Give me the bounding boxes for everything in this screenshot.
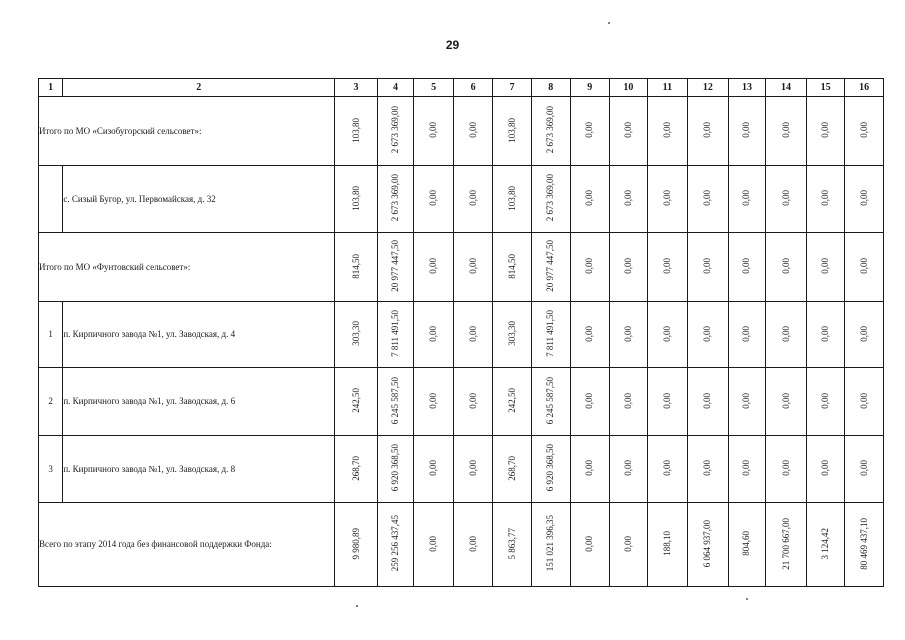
value-text: 0,00 (858, 325, 869, 342)
value-cell (570, 436, 610, 503)
value-text: 0,00 (741, 258, 752, 274)
value-cell (610, 97, 648, 166)
value-text: 814,50 (350, 253, 361, 279)
value-text: 259 256 437,45 (390, 515, 401, 572)
row-label: Итого по МО «Фунтовский сельсовет»: (39, 233, 335, 302)
row-number (39, 166, 63, 233)
value-cell (728, 233, 766, 302)
header-row (39, 79, 884, 97)
value-text: 0,00 (622, 535, 633, 552)
value-cell (414, 166, 454, 233)
value-text: 0,00 (622, 460, 633, 476)
value-text: 188,10 (661, 531, 672, 556)
value-text: 151 021 396,35 (545, 515, 556, 572)
header-cell: 16 (845, 79, 884, 97)
value-text: 0,00 (780, 190, 791, 206)
value-text: 0,00 (820, 460, 831, 476)
value-text: 20 977 447,50 (390, 240, 401, 292)
value-cell (728, 97, 766, 166)
header-cell: 2 (63, 79, 335, 97)
value-cell (453, 503, 493, 587)
value-cell (453, 302, 493, 368)
row-address: п. Кирпичного завода №1, ул. Заводская, д. 6 (63, 368, 335, 436)
value-cell (610, 166, 648, 233)
value-cell (688, 166, 729, 233)
value-cell (647, 302, 688, 368)
value-text: 0,00 (820, 392, 831, 409)
row-number: 2 (39, 368, 63, 436)
value-text: 0,00 (584, 190, 595, 206)
value-text: 20 977 447,50 (545, 240, 556, 292)
value-text: 0,00 (467, 535, 478, 552)
value-text: 7 811 491,50 (545, 310, 556, 357)
value-text: 0,00 (858, 122, 869, 138)
value-cell (493, 368, 532, 436)
value-text: 0,00 (428, 535, 439, 552)
value-cell (335, 436, 378, 503)
value-text: 0,00 (741, 122, 752, 138)
value-cell (688, 233, 729, 302)
value-text: 0,00 (780, 122, 791, 138)
value-text: 0,00 (702, 258, 713, 274)
value-cell (647, 166, 688, 233)
value-text: 0,00 (661, 325, 672, 342)
header-cell: 10 (610, 79, 648, 97)
value-text: 6 245 587,50 (545, 376, 556, 425)
value-cell (610, 503, 648, 587)
value-cell (806, 368, 845, 436)
value-text: 0,00 (661, 460, 672, 476)
value-text: 242,50 (350, 388, 361, 413)
value-text: 0,00 (780, 258, 791, 274)
item-row (39, 166, 884, 233)
value-text: 0,00 (820, 190, 831, 206)
header-cell: 5 (414, 79, 454, 97)
value-cell (728, 302, 766, 368)
value-cell (688, 97, 729, 166)
value-text: 0,00 (820, 325, 831, 342)
row-address: п. Кирпичного завода №1, ул. Заводская, д. 4 (63, 302, 335, 368)
item-row (39, 368, 884, 436)
value-text: 0,00 (661, 392, 672, 409)
value-text: 0,00 (428, 460, 439, 476)
total-row (39, 233, 884, 302)
value-cell (414, 368, 454, 436)
value-text: 0,00 (780, 325, 791, 342)
value-text: 242,50 (506, 388, 517, 413)
value-cell (335, 97, 378, 166)
value-text: 103,80 (506, 185, 517, 211)
total-row (39, 97, 884, 166)
value-cell (377, 503, 414, 587)
value-cell (531, 97, 570, 166)
header-cell: 7 (493, 79, 532, 97)
value-text: 6 920 368,50 (545, 444, 556, 492)
value-text: 804,60 (741, 531, 752, 556)
value-cell (806, 233, 845, 302)
value-cell (377, 368, 414, 436)
header-cell: 14 (766, 79, 807, 97)
value-cell (377, 302, 414, 368)
data-table (38, 78, 884, 587)
header-cell: 9 (570, 79, 610, 97)
value-cell (531, 233, 570, 302)
value-cell (570, 233, 610, 302)
value-cell (414, 302, 454, 368)
value-text: 0,00 (741, 460, 752, 476)
value-cell (806, 302, 845, 368)
value-cell (531, 503, 570, 587)
value-text: 2 673 369,00 (545, 106, 556, 154)
value-cell (766, 166, 807, 233)
value-cell (806, 503, 845, 587)
value-text: 814,50 (506, 253, 517, 279)
value-cell (806, 436, 845, 503)
scan-speck (746, 598, 748, 600)
value-cell (493, 233, 532, 302)
header-cell: 3 (335, 79, 378, 97)
value-cell (845, 166, 884, 233)
value-text: 0,00 (622, 122, 633, 138)
value-cell (377, 436, 414, 503)
value-cell (414, 436, 454, 503)
value-cell (766, 503, 807, 587)
value-cell (647, 503, 688, 587)
value-text: 103,80 (350, 185, 361, 211)
value-text: 0,00 (467, 190, 478, 206)
value-cell (845, 233, 884, 302)
scan-speck (356, 605, 358, 607)
value-text: 0,00 (584, 258, 595, 274)
value-cell (453, 436, 493, 503)
value-text: 0,00 (467, 122, 478, 138)
value-cell (493, 97, 532, 166)
value-cell (414, 503, 454, 587)
header-cell: 6 (453, 79, 493, 97)
value-text: 0,00 (780, 460, 791, 476)
value-cell (845, 97, 884, 166)
value-cell (806, 166, 845, 233)
value-cell (766, 302, 807, 368)
value-cell (531, 368, 570, 436)
row-address: п. Кирпичного завода №1, ул. Заводская, д. 8 (63, 436, 335, 503)
value-text: 80 469 437,10 (858, 517, 869, 570)
value-text: 0,00 (858, 392, 869, 409)
value-cell (335, 302, 378, 368)
value-cell (570, 302, 610, 368)
value-text: 0,00 (428, 258, 439, 274)
item-row (39, 302, 884, 368)
value-text: 6 245 587,50 (390, 376, 401, 425)
value-text: 303,30 (506, 321, 517, 346)
value-cell (688, 302, 729, 368)
value-cell (728, 436, 766, 503)
value-text: 0,00 (858, 460, 869, 476)
value-cell (377, 166, 414, 233)
value-cell (493, 166, 532, 233)
value-cell (377, 233, 414, 302)
value-text: 103,80 (506, 117, 517, 143)
value-text: 0,00 (858, 258, 869, 274)
value-text: 303,30 (350, 321, 361, 346)
value-text: 0,00 (467, 258, 478, 274)
value-text: 0,00 (741, 190, 752, 206)
header-cell: 12 (688, 79, 729, 97)
value-text: 0,00 (661, 190, 672, 206)
value-text: 0,00 (467, 325, 478, 342)
value-text: 0,00 (428, 392, 439, 409)
value-cell (647, 436, 688, 503)
value-text: 0,00 (584, 122, 595, 138)
value-cell (335, 166, 378, 233)
value-cell (766, 368, 807, 436)
value-cell (610, 368, 648, 436)
value-cell (453, 233, 493, 302)
value-text: 9 980,89 (350, 527, 361, 560)
value-cell (766, 233, 807, 302)
value-text: 0,00 (622, 392, 633, 409)
value-text: 0,00 (780, 392, 791, 409)
row-label: Итого по МО «Сизобугорский сельсовет»: (39, 97, 335, 166)
total-row (39, 503, 884, 587)
value-cell (335, 368, 378, 436)
row-address: с. Сизый Бугор, ул. Первомайская, д. 32 (63, 166, 335, 233)
value-cell (335, 503, 378, 587)
value-text: 268,70 (506, 455, 517, 481)
value-text: 0,00 (661, 122, 672, 138)
value-text: 2 673 369,00 (390, 106, 401, 154)
value-text: 0,00 (467, 460, 478, 476)
value-cell (610, 436, 648, 503)
value-cell (570, 503, 610, 587)
page-number: 29 (445, 38, 460, 52)
value-text: 0,00 (741, 392, 752, 409)
value-text: 0,00 (428, 325, 439, 342)
value-cell (570, 166, 610, 233)
value-text: 103,80 (350, 117, 361, 143)
value-text: 268,70 (350, 455, 361, 481)
value-cell (688, 436, 729, 503)
value-cell (453, 166, 493, 233)
value-cell (845, 302, 884, 368)
value-text: 0,00 (702, 392, 713, 409)
value-cell (453, 97, 493, 166)
value-cell (531, 302, 570, 368)
value-text: 0,00 (702, 190, 713, 206)
value-text: 0,00 (428, 190, 439, 206)
value-text: 0,00 (584, 535, 595, 552)
value-cell (570, 368, 610, 436)
value-cell (845, 503, 884, 587)
value-cell (493, 302, 532, 368)
value-cell (845, 368, 884, 436)
value-text: 6 064 937,00 (702, 519, 713, 568)
header-cell: 13 (728, 79, 766, 97)
value-text: 0,00 (820, 122, 831, 138)
value-cell (766, 97, 807, 166)
value-cell (647, 368, 688, 436)
value-cell (728, 368, 766, 436)
value-cell (647, 97, 688, 166)
value-cell (414, 97, 454, 166)
value-text: 5 863,77 (506, 527, 517, 560)
value-cell (453, 368, 493, 436)
value-cell (728, 503, 766, 587)
value-text: 0,00 (622, 190, 633, 206)
value-text: 3 124,42 (820, 527, 831, 560)
header-cell: 1 (39, 79, 63, 97)
value-text: 0,00 (584, 325, 595, 342)
value-text: 0,00 (702, 325, 713, 342)
value-text: 21 700 667,00 (780, 517, 791, 570)
value-text: 0,00 (622, 258, 633, 274)
value-cell (766, 436, 807, 503)
value-text: 0,00 (858, 190, 869, 206)
item-row (39, 436, 884, 503)
scan-speck (608, 22, 610, 24)
value-text: 7 811 491,50 (390, 310, 401, 357)
value-cell (493, 503, 532, 587)
value-cell (531, 436, 570, 503)
header-cell: 11 (647, 79, 688, 97)
value-text: 0,00 (661, 258, 672, 274)
value-cell (647, 233, 688, 302)
value-cell (610, 233, 648, 302)
value-cell (688, 368, 729, 436)
value-text: 0,00 (820, 258, 831, 274)
value-text: 0,00 (741, 325, 752, 342)
value-text: 0,00 (702, 460, 713, 476)
header-cell: 4 (377, 79, 414, 97)
value-cell (377, 97, 414, 166)
value-cell (570, 97, 610, 166)
value-text: 6 920 368,50 (390, 444, 401, 492)
row-number: 1 (39, 302, 63, 368)
value-text: 0,00 (584, 460, 595, 476)
row-number: 3 (39, 436, 63, 503)
row-label: Всего по этапу 2014 года без финансовой поддержки Фонда: (39, 503, 335, 587)
header-cell: 15 (806, 79, 845, 97)
value-text: 0,00 (584, 392, 595, 409)
value-cell (335, 233, 378, 302)
value-text: 0,00 (467, 392, 478, 409)
value-text: 2 673 369,00 (545, 174, 556, 222)
value-text: 2 673 369,00 (390, 174, 401, 222)
value-cell (531, 166, 570, 233)
value-text: 0,00 (622, 325, 633, 342)
value-text: 0,00 (702, 122, 713, 138)
value-text: 0,00 (428, 122, 439, 138)
header-cell: 8 (531, 79, 570, 97)
value-cell (493, 436, 532, 503)
value-cell (414, 233, 454, 302)
value-cell (610, 302, 648, 368)
value-cell (845, 436, 884, 503)
value-cell (728, 166, 766, 233)
value-cell (806, 97, 845, 166)
value-cell (688, 503, 729, 587)
